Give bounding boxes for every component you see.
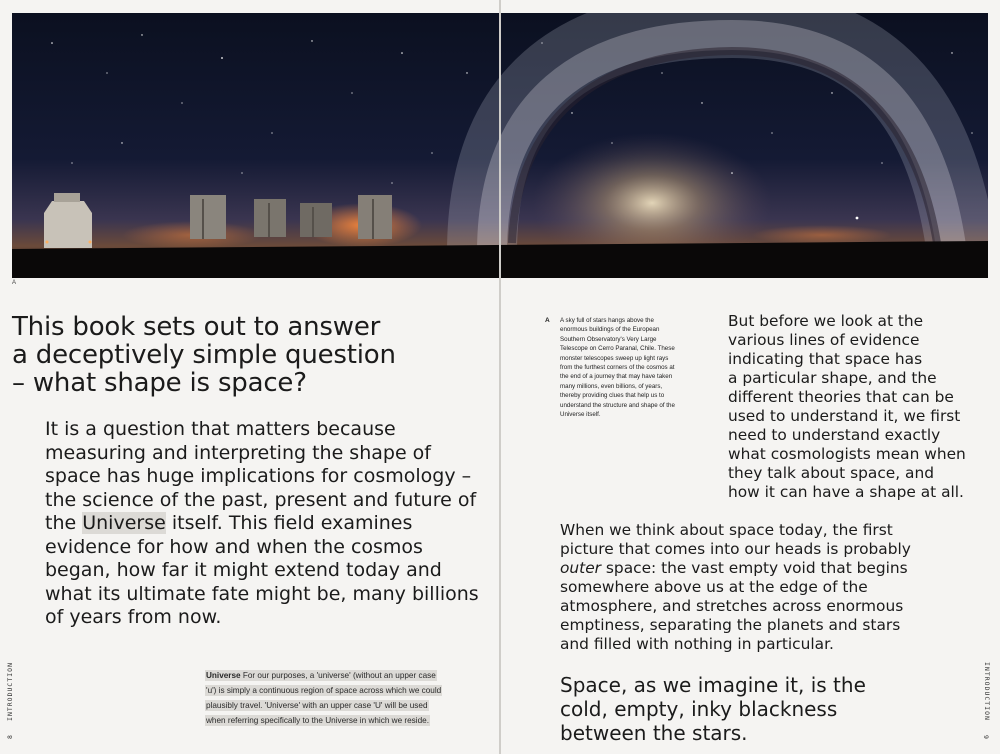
headline-line: – what shape is space? [12,368,307,398]
headline [12,313,472,397]
column-line: different theories that can be [728,388,954,406]
lead-paragraph [45,418,485,630]
lead-text: It is a question that matters because measuring and interpreting the shape of space has huge implications for cosmology – the science of the past, present and future of the [45,418,477,534]
pull-quote-line: cold, empty, inky blackness [560,697,838,721]
body-paragraph [560,521,920,654]
pull-quote [560,673,880,745]
column-line: But before we look at the [728,312,924,330]
caption-letter: A [545,317,550,324]
body-text: When we think about space today, the first picture that comes into our heads is probably [560,521,911,558]
lead-text-end: itself. This field examines evidence for how and when the cosmos began, how far it might extend today and what its ultimate fate might be, many billions of years from now. [45,512,479,628]
column-line: they talk about space, and [728,464,934,482]
photo-caption: A sky full of stars hangs above the enormous buildings of the European Southern Observatory's Very Large Telescope on Cerro Paranal, Chile. These monster telescopes sweep up light rays from the furthest corners of the cosmos at the end of a journey that may have taken many millions, even billions, of years, thereby providing clues that help us to understand the structure and shape of the Universe itself. [560,317,675,419]
pull-quote-line: Space, as we imagine it, is the [560,673,866,697]
headline-line: This book sets out to answer [12,312,381,342]
column-line: various lines of evidence [728,331,920,349]
section-side-label-right: INTRODUCTION [983,662,991,721]
column-line: a particular shape, and the [728,369,937,387]
section-side-label-left: INTRODUCTION [6,662,14,721]
pull-quote-line: between the stars. [560,721,748,745]
column-line: how it can have a shape at all. [728,483,964,501]
page-number-right: 9 [981,735,990,739]
column-line: need to understand exactly [728,426,941,444]
headline-line: a deceptively simple question [12,340,396,370]
glossary-term: Universe [206,671,241,680]
intro-column [728,312,978,502]
universe-highlight-link[interactable]: Universe [82,512,166,534]
column-line: what cosmologists mean when [728,445,966,463]
body-text-end: space: the vast empty void that begins somewhere above us at the edge of the atmosphere, and stretches across enormous emptiness, separating the planets and stars and filled with nothing in particular. [560,559,908,653]
glossary-definition: For our purposes, a 'universe' (without an upper case 'u') is simply a continuous region of space across which we could plausibly travel. 'Universe' with an upper case 'U' will be used when referring specifically to the Universe in which we reside. [206,671,442,725]
column-line: indicating that space has [728,350,923,368]
figure-marker: A [12,280,17,286]
column-line: used to understand it, we first [728,407,961,425]
page-number-left: 8 [5,735,14,739]
page-gutter [499,0,501,754]
body-emphasis: outer [560,559,602,577]
glossary-note [205,668,445,728]
